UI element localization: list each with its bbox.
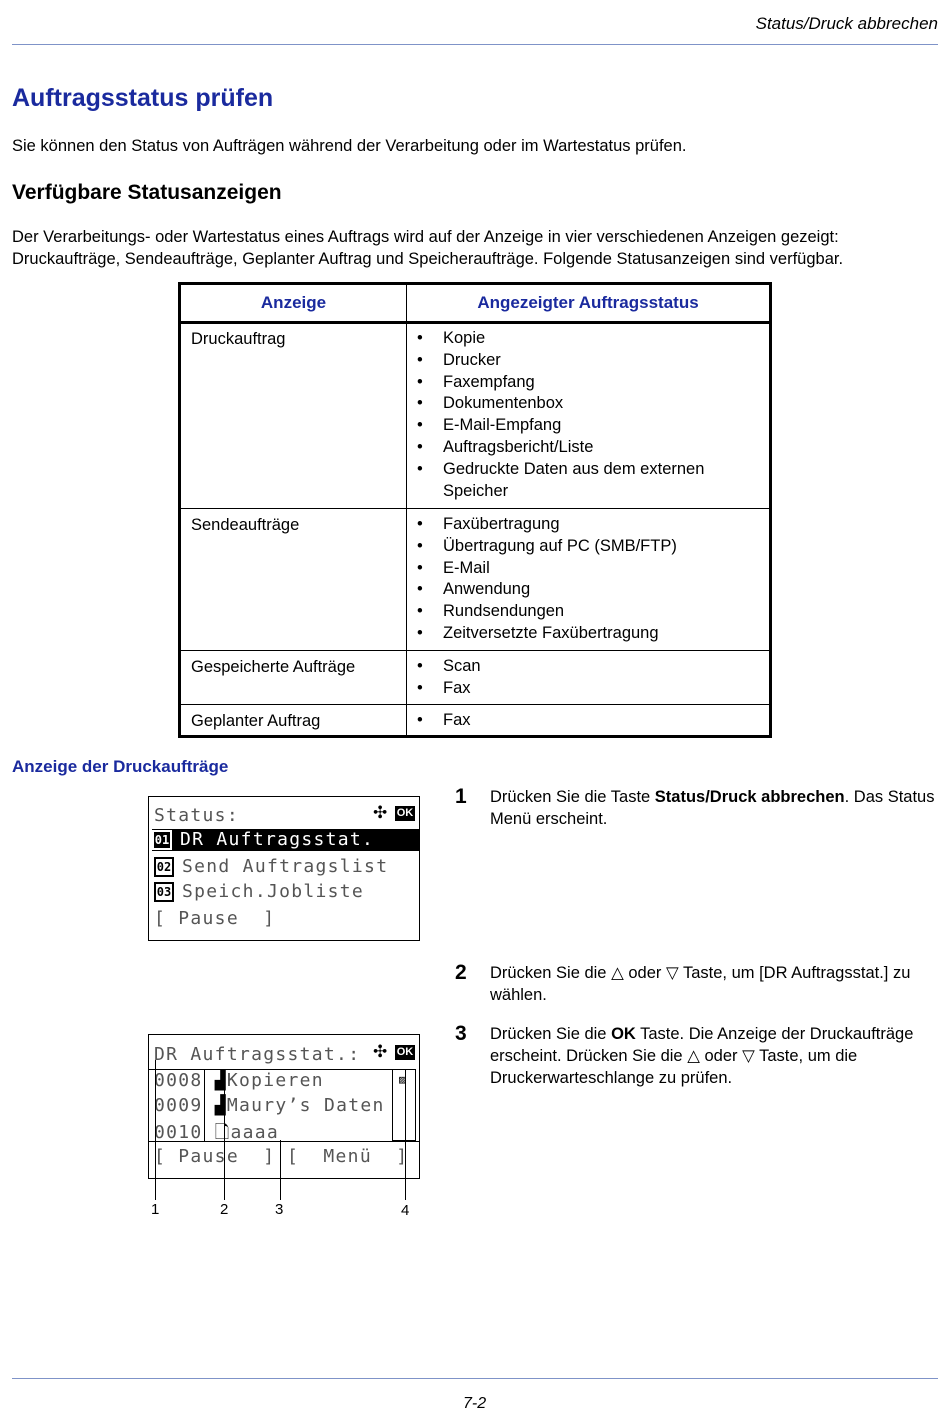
- list-item: • Auftragsbericht/Liste: [417, 437, 763, 459]
- step-1-text: Drücken Sie die Taste Status/Druck abbrechen. Das Status Menü erscheint.: [490, 788, 935, 828]
- status-menu-screen: [148, 796, 420, 941]
- running-header: Status/Druck abbrechen: [755, 14, 938, 33]
- pause-softkey[interactable]: [ Pause ]: [154, 908, 276, 929]
- table-header-anzeige: Anzeige: [260, 293, 327, 312]
- ok-icon: OK: [396, 807, 414, 819]
- list-item: • Drucker: [417, 350, 763, 372]
- four-way-arrow-icon: ✣: [373, 1042, 388, 1062]
- section-text-line2: Druckaufträge, Sendeaufträge, Geplanter Auftrag und Speicheraufträge. Folgende Statusanzeigen sind verfügbar.: [12, 250, 844, 268]
- step-number: 1: [455, 785, 467, 808]
- four-way-arrow-icon: ✣: [373, 803, 388, 823]
- menu-item-speich-jobliste[interactable]: 03 Speich.Jobliste: [154, 881, 364, 903]
- list-item: • Übertragung auf PC (SMB/FTP): [417, 536, 763, 558]
- table-row-items: [417, 710, 763, 732]
- table-row-label: Geplanter Auftrag: [191, 712, 321, 730]
- intro-text: Sie können den Status von Aufträgen während der Verarbeitung oder im Wartestatus prüfen.: [12, 137, 687, 155]
- table-row-label: Sendeaufträge: [191, 516, 300, 534]
- list-item: • Fax: [417, 710, 763, 732]
- list-item: • E-Mail: [417, 558, 763, 580]
- list-item: • Dokumentenbox: [417, 393, 763, 415]
- up-arrow-icon: △: [611, 964, 624, 982]
- page-title: Auftragsstatus prüfen: [12, 84, 274, 112]
- step-3-text: Drücken Sie die OK Taste. Die Anzeige der Druckaufträge erscheint. Drücken Sie die △ oder ▽ Taste, um die Druckerwarteschlange zu prüfen.: [490, 1025, 914, 1087]
- job-row-0008[interactable]: 0008 ▟Kopieren: [154, 1070, 324, 1091]
- callout-3: 3: [275, 1201, 284, 1218]
- ok-icon: OK: [396, 1046, 414, 1058]
- pause-softkey[interactable]: [ Pause ]: [154, 1146, 276, 1167]
- list-item: • Faxempfang: [417, 372, 763, 394]
- list-item: • Faxübertragung: [417, 514, 763, 536]
- section-text-line1: Der Verarbeitungs- oder Wartestatus eines Auftrags wird auf der Anzeige in vier verschiedenen Anzeigen gezeigt:: [12, 228, 839, 246]
- list-item: • E-Mail-Empfang: [417, 415, 763, 437]
- table-header-status: Angezeigter Auftragsstatus: [477, 293, 699, 312]
- table-row-label: Druckauftrag: [191, 330, 286, 348]
- list-item: • Scan: [417, 656, 763, 678]
- step-2-text: Drücken Sie die △ oder ▽ Taste, um [DR Auftragsstat.] zu wählen.: [490, 964, 911, 1004]
- job-status-screen: [148, 1034, 420, 1179]
- screen-title: Status:: [154, 805, 239, 826]
- job-row-0009[interactable]: 0009 ▟Maury’s Daten: [154, 1095, 385, 1116]
- section-title: Verfügbare Statusanzeigen: [12, 181, 282, 204]
- job-row-0010[interactable]: 0010 🗋aaaa: [154, 1122, 280, 1143]
- list-item: • Anwendung: [417, 579, 763, 601]
- table-row-items: [417, 328, 763, 502]
- down-arrow-icon: ▽: [665, 964, 679, 982]
- footer-divider: [12, 1378, 938, 1379]
- page-number: 7-2: [463, 1395, 487, 1412]
- copy-job-icon: ▟: [214, 1070, 227, 1091]
- list-item: • Kopie: [417, 328, 763, 350]
- document-icon: 🗋: [214, 1122, 231, 1143]
- callout-2: 2: [220, 1201, 229, 1218]
- step-number: 3: [455, 1022, 467, 1045]
- print-job-icon: ▟: [214, 1095, 227, 1116]
- list-item: • Zeitversetzte Faxübertragung: [417, 623, 763, 645]
- screen-title: DR Auftragsstat.:: [154, 1044, 361, 1065]
- menu-item-send-auftragslist[interactable]: 02 Send Auftragslist: [154, 856, 388, 878]
- table-row-label: Gespeicherte Aufträge: [191, 658, 356, 676]
- callout-4: 4: [401, 1202, 410, 1219]
- number-icon: 01: [152, 830, 172, 850]
- callout-1: 1: [151, 1201, 160, 1218]
- number-icon: 02: [154, 857, 174, 877]
- list-item: • Fax: [417, 678, 763, 700]
- up-arrow-icon: △: [687, 1047, 700, 1065]
- table-row-items: [417, 514, 763, 645]
- table-row-items: [417, 656, 763, 700]
- step-number: 2: [455, 961, 467, 984]
- list-item: • Rundsendungen: [417, 601, 763, 623]
- scroll-indicator-icon: ▨: [399, 1073, 406, 1086]
- subsection-title: Anzeige der Druckaufträge: [12, 757, 229, 776]
- menu-softkey[interactable]: [ Menü ]: [287, 1146, 409, 1167]
- list-item: • Gedruckte Daten aus dem externen Speicher: [417, 459, 743, 503]
- status-table: [178, 282, 772, 738]
- down-arrow-icon: ▽: [742, 1047, 755, 1065]
- menu-item-dr-auftragsstat[interactable]: 01 DR Auftragsstat.: [152, 829, 419, 851]
- number-icon: 03: [154, 882, 174, 902]
- header-divider: [12, 44, 938, 45]
